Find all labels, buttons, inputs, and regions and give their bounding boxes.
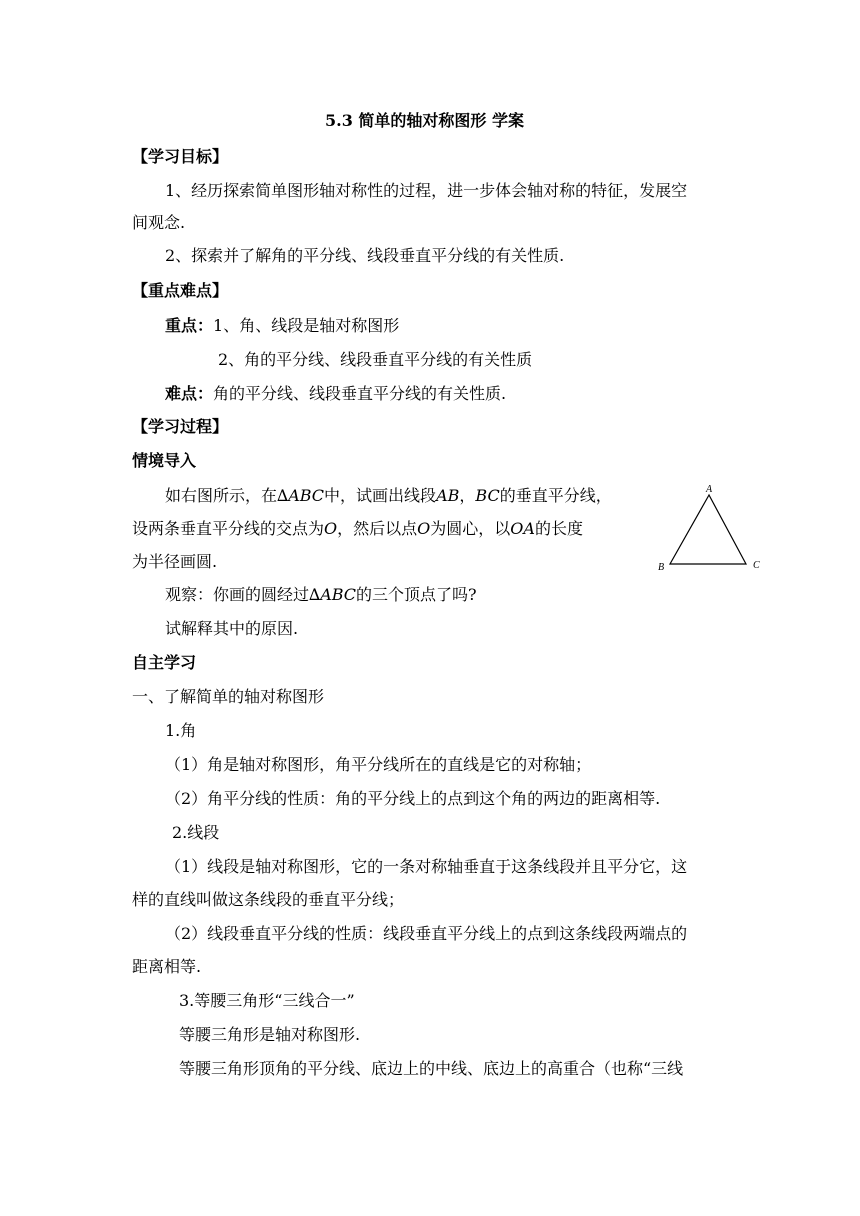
intro-line-3: 为半径画圆. [132, 552, 218, 571]
intro-text: 中，试画出线段 [324, 486, 437, 505]
objective-1-line-2: 间观念. [132, 213, 186, 232]
math-var: O [324, 519, 338, 538]
math-var: OA [510, 519, 535, 538]
difficulty-line [165, 383, 506, 405]
focus-item-2: 2、角的平分线、线段垂直平分线的有关性质 [218, 350, 533, 369]
observe-text: 的三个顶点了吗? [356, 585, 477, 604]
vertex-label-a: A [706, 484, 713, 495]
triangle-abc-figure [648, 478, 778, 578]
objective-2: 2、探索并了解角的平分线、线段垂直平分线的有关性质. [165, 246, 565, 265]
math-var: AB [436, 486, 460, 505]
segment-item-1-line-1: （1）线段是轴对称图形，它的一条对称轴垂直于这条线段并且平分它，这 [165, 857, 688, 876]
explain-line: 试解释其中的原因. [165, 619, 299, 638]
intro-text: 设两条垂直平分线的交点为 [132, 519, 325, 538]
vertex-label-c: C [753, 560, 760, 571]
angle-item-1: （1）角是轴对称图形，角平分线所在的直线是它的对称轴； [165, 755, 592, 774]
triangle-abc [670, 495, 746, 564]
segment-item-2-line-1: （2）线段垂直平分线的性质：线段垂直平分线上的点到这条线段两端点的 [165, 924, 688, 943]
self-study-heading: 自主学习 [132, 653, 197, 672]
focus-line-1 [165, 315, 399, 337]
objective-1-line-1: 1、经历探索简单图形轴对称性的过程，进一步体会轴对称的特征，发展空 [165, 181, 688, 200]
isosceles-item-1: 等腰三角形是轴对称图形. [179, 1025, 361, 1044]
intro-line-2 [132, 518, 583, 540]
math-var: O [417, 519, 431, 538]
math-var: ABC [288, 486, 325, 505]
math-var: BC [475, 486, 500, 505]
keypoints-heading: 【重点难点】 [132, 281, 229, 300]
segment-item-2-line-2: 距离相等. [132, 957, 202, 976]
math-var: ABC [320, 585, 357, 604]
objectives-heading: 【学习目标】 [132, 147, 229, 166]
intro-text: 如右图所示，在∆ [165, 486, 289, 505]
focus-item-1: 1、角、线段是轴对称图形 [213, 316, 400, 335]
difficulty-label: 难点： [165, 384, 214, 403]
observe-line [165, 584, 477, 606]
difficulty-text: 角的平分线、线段垂直平分线的有关性质. [213, 384, 507, 403]
angle-item-2: （2）角平分线的性质：角的平分线上的点到这个角的两边的距离相等. [165, 789, 661, 808]
intro-text: 的垂直平分线， [499, 486, 612, 505]
document-title: 5.3 简单的轴对称图形 学案 [325, 111, 524, 130]
segment-item-1-line-2: 样的直线叫做这条线段的垂直平分线； [132, 890, 405, 909]
isosceles-item-2: 等腰三角形顶角的平分线、底边上的中线、底边上的高重合（也称“三线 [179, 1059, 684, 1078]
process-heading: 【学习过程】 [132, 417, 229, 436]
intro-heading: 情境导入 [132, 451, 197, 470]
angle-title: 1.角 [165, 721, 197, 740]
intro-text: ， [459, 486, 476, 505]
isosceles-title: 3.等腰三角形“三线合一” [179, 991, 355, 1010]
focus-label: 重点： [165, 316, 214, 335]
section-1-heading: 一、了解简单的轴对称图形 [132, 687, 325, 706]
intro-line-1 [165, 485, 612, 507]
observe-text: 观察：你画的圆经过∆ [165, 585, 321, 604]
intro-text: 为圆心，以 [430, 519, 511, 538]
intro-text: ，然后以点 [337, 519, 418, 538]
vertex-label-b: B [658, 562, 665, 573]
intro-text: 的长度 [534, 519, 583, 538]
segment-title: 2.线段 [172, 823, 220, 842]
